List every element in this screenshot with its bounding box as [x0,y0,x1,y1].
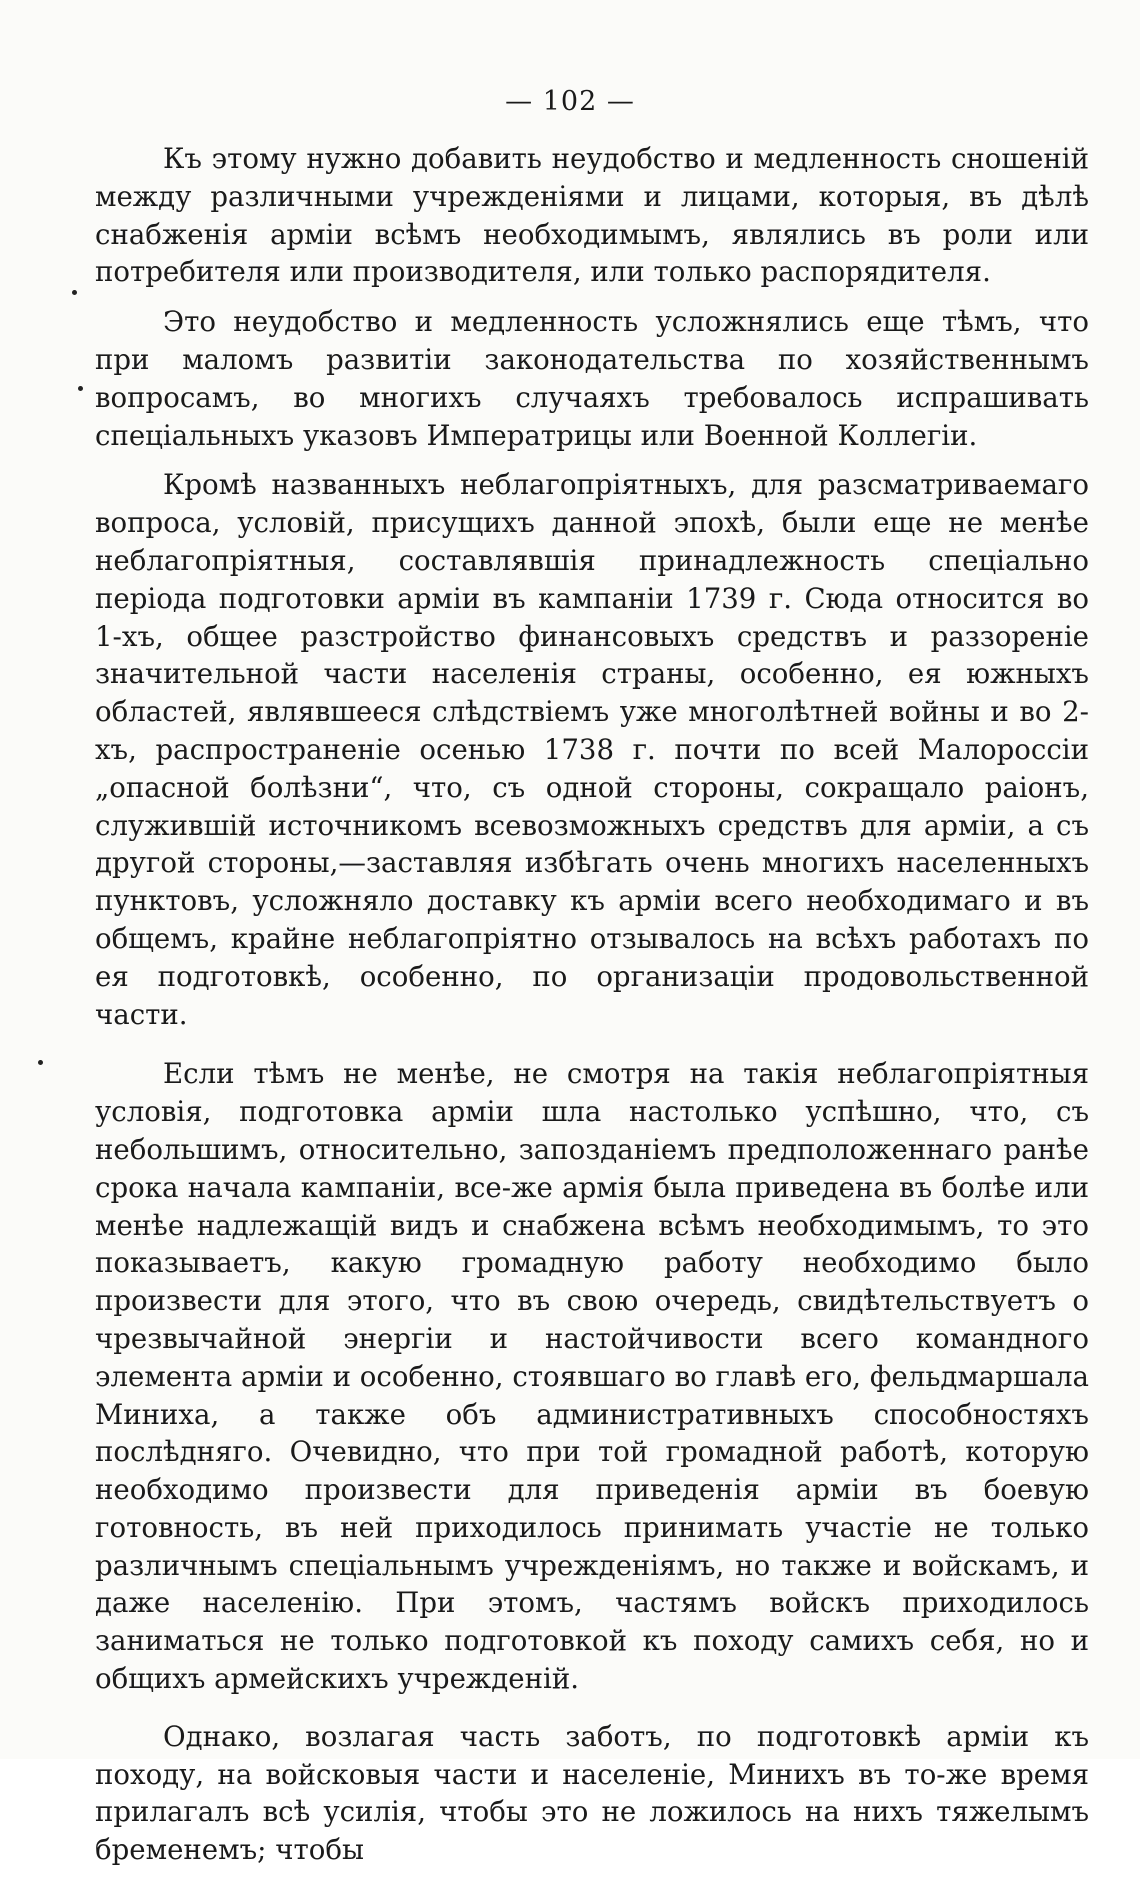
paragraph-3: Кромѣ названныхъ неблагопрiятныхъ, для разсматриваемаго вопроса, условiй, присущихъ данной эпохѣ, были еще не менѣе неблагопрiятныя, составлявшiя принадлежность спецiально перiода подготовки армiи въ кампанiи 1739 г. Сюда относится во 1-хъ, общее разстройство финансовыхъ средствъ и раззоренiе значительной части населенiя страны, особенно, ея южныхъ областей, являвшееся слѣдствiемъ уже многолѣтней войны и во 2-хъ, распространенiе осенью 1738 г. почти по всей Малороссiи „опасной болѣзни“, что, съ одной стороны, сокращало раiонъ, служившiй источникомъ всевозможныхъ средствъ для армiи, а съ другой стороны,—заставляя избѣгать очень многихъ населенныхъ пунктовъ, усложняло доставку къ армiи всего необходимаго и въ общемъ, крайне неблагопрiятно отзывалось на всѣхъ работахъ по ея подготовкѣ, особенно, по организацiи продовольственной части. [95,468,1089,1031]
paragraph-2: Это неудобство и медленность усложнялись еще тѣмъ, что при маломъ развитiи законодательства по хозяйственнымъ вопросамъ, во многихъ случаяхъ требовалось испрашивать спецiальныхъ указовъ Императрицы или Военной Коллегiи. [95,305,1089,452]
margin-speck [38,1060,43,1065]
body-text [95,140,1089,1881]
margin-speck [78,386,83,391]
paragraph-1: Къ этому нужно добавить неудобство и медленность сношенiй между различными учрежденiями и лицами, которыя, въ дѣлѣ снабженiя армiи всѣмъ необходимымъ, являлись въ роли или потребителя или производителя, или только распорядителя. [95,142,1089,289]
paragraph-4: Если тѣмъ не менѣе, не смотря на такiя неблагопрiятныя условiя, подготовка армiи шла настолько успѣшно, что, съ небольшимъ, относительно, запозданiемъ предположеннаго ранѣе срока начала кампанiи, все-же армiя была приведена въ болѣе или менѣе надлежащiй видъ и снабжена всѣмъ необходимымъ, то это показываетъ, какую громадную работу необходимо было произвести для этого, что въ свою очередь, свидѣтельствуетъ о чрезвычайной энергiи и настойчивости всего командного элемента армiи и особенно, стоявшаго во главѣ его, фельдмаршала Миниха, а также объ административныхъ способностяхъ послѣдняго. Очевидно, что при той громадной работѣ, которую необходимо произвести для приведенiя армiи въ боевую готовность, въ ней приходилось принимать участiе не только различнымъ спецiальнымъ учрежденiямъ, но также и войскамъ, и даже населенiю. При этомъ, частямъ войскъ приходилось заниматься не только подготовкой къ походу самихъ себя, но и общихъ армейскихъ учрежденiй. [95,1057,1089,1696]
margin-speck [72,290,77,295]
page-number: — 102 — [505,86,635,117]
paragraph-5: Однако, возлагая часть заботъ, по подготовкѣ армiи къ походу, на войсковыя части и населенiе, Минихъ въ то-же время прилагалъ всѣ усилiя, чтобы это не ложилось на нихъ тяжелымъ бременемъ; чтобы [95,1719,1089,1867]
